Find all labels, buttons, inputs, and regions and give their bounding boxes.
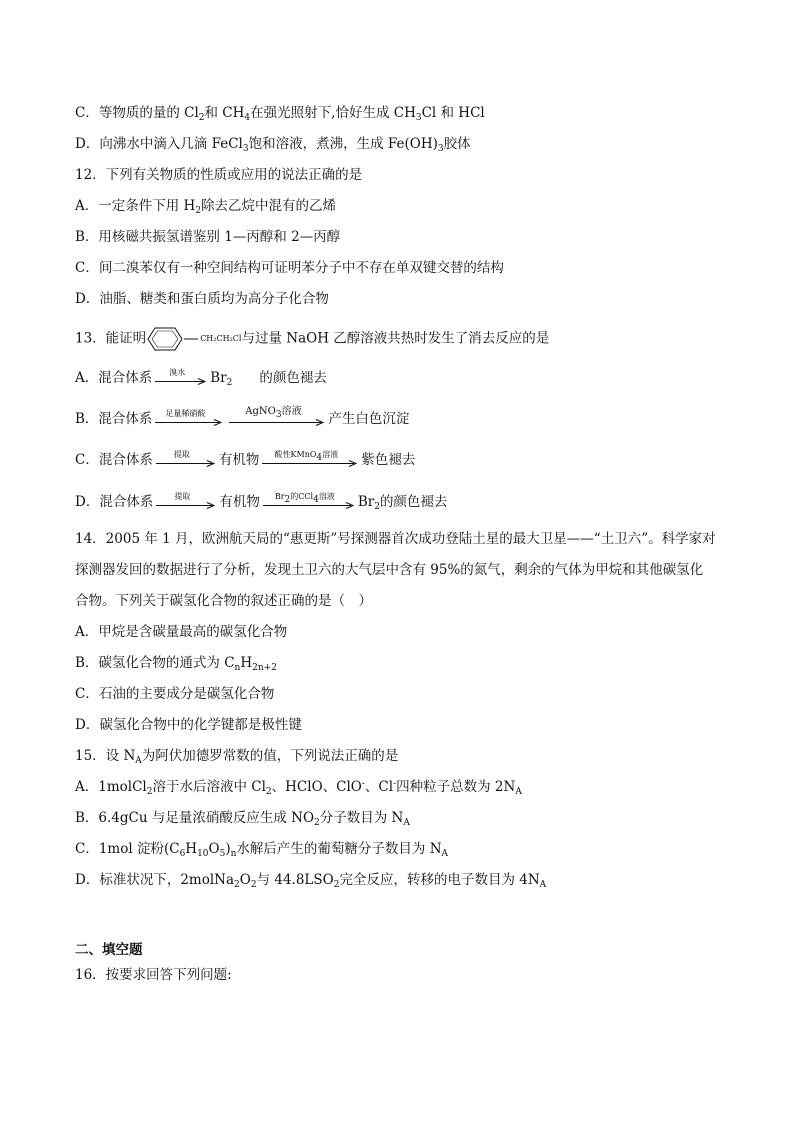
q14-stem-line1: 14．2005 年 1 月，欧洲航天局的“惠更斯”号探测器首次成功登陆土星的最大卫星——“土卫六”。科学家对 (75, 531, 716, 547)
option-a-label: A．混合体系 (75, 370, 153, 386)
q15-stem: 15．设 $N_A$为阿伏加德罗常数的值，下列说法正确的是 (75, 748, 399, 766)
q12-option-a: A．一定条件下用 $H_2$除去乙烷中混有的乙烯 (75, 198, 337, 216)
reaction-arrow-icon (229, 405, 325, 429)
reaction-arrow-icon (155, 408, 223, 429)
arrow-label: 溴水 (169, 367, 186, 377)
q14-option-d: D．碳氢化合物中的化学键都是极性键 (75, 717, 302, 733)
q14-stem-line3: 合物。下列关于碳氢化合物的叙述正确的是（ ） (75, 593, 372, 609)
q14-option-c: C．石油的主要成分是碳氢化合物 (75, 686, 275, 702)
benzene-ring-icon (146, 326, 184, 352)
section-heading: 二、填空题 (75, 942, 143, 958)
q13-option-b (75, 405, 410, 429)
q12-option-d: D．油脂、糖类和蛋白质均为高分子化合物 (75, 291, 329, 307)
q12-option-c: C．间二溴苯仅有一种空间结构可证明苯分子中不存在单双键交替的结构 (75, 260, 504, 276)
reaction-arrow-icon (263, 491, 355, 512)
arrow-label: AgNO$_3$溶液 (245, 405, 302, 420)
q14-option-b: B．碳氢化合物的通式为 $C_nH_{2n+2}$ (75, 655, 277, 673)
q13-option-c (75, 451, 415, 470)
q11-option-d: D．向沸水中滴入几滴 FeCl$_3$饱和溶液，煮沸，生成 $Fe(OH)_3$胶体 (75, 136, 471, 154)
option-c-intermediate: 有机物 (218, 452, 260, 468)
q13-option-d: D．混合体系 提取 有机物 $Br_2$的CCl$_4$溶液 $Br_2$的颜色褪去 (75, 493, 447, 512)
q15-option-b: B．6.4gCu 与足量浓硝酸反应生成 $NO_2$分子数目为 $N_A$ (75, 810, 410, 828)
reaction-arrow-icon (262, 449, 358, 470)
q13-stem (75, 326, 549, 352)
option-c-label: C．混合体系 (75, 452, 153, 468)
q15-option-d: D．标准状况下，$2molNa_2O_2$与 $44.8LSO_2$完全反应，转移的电子数目为 $4N_A$ (75, 872, 547, 890)
arrow-label: 提取 (174, 491, 191, 501)
reaction-arrow-icon (155, 367, 207, 388)
q11-option-c: C．等物质的量的 $Cl_2$和 $CH_4$在强光照射下,恰好生成 $CH_3Cl$ 和 HCl (75, 105, 485, 123)
q15-option-c: C．1mol 淀粉$(C_6H_{10}O_5)_n$水解后产生的葡萄糖分子数目为 $N_A$ (75, 841, 449, 859)
arrow-label: $Br_2$的CCl$_4$溶液 (274, 491, 335, 505)
option-c-result: 紫色褪去 (361, 452, 416, 468)
q14-option-a: A．甲烷是含碳量最高的碳氢化合物 (75, 624, 288, 640)
arrow-label: 提取 (173, 449, 190, 459)
option-d-intermediate: 有机物 (219, 494, 260, 510)
option-b-result: 产生白色沉淀 (328, 411, 410, 427)
reaction-arrow-icon (156, 449, 216, 470)
option-b-label: B．混合体系 (75, 411, 153, 427)
arrow-label: 足量稀硝酸 (165, 408, 206, 418)
q14-stem-line2: 探测器发回的数据进行了分析，发现土卫六的大气层中含有 95%的氮气，剩余的气体为甲烷和其他碳氢化 (75, 562, 704, 578)
reaction-arrow-icon (156, 491, 216, 512)
q13-stem-prefix: 13．能证明 (75, 330, 147, 347)
q13-stem-suffix: 与过量 NaOH 乙醇溶液共热时发生了消去反应的是 (241, 330, 550, 347)
arrow-label: 酸性KMnO$_4$溶液 (274, 449, 339, 463)
q16-stem: 16．按要求回答下列问题: (75, 967, 232, 983)
option-d-label: D．混合体系 (75, 494, 154, 510)
q15-option-a: A．1molCl$_2$溶于水后溶液中 $Cl_2$、HClO、ClO-、Cl-四种粒子总数为 $2N_A$ (75, 779, 522, 797)
q13-option-a: A．混合体系 溴水 $Br_2$ 的颜色褪去 (75, 369, 327, 388)
q12-stem: 12．下列有关物质的性质或应用的说法正确的是 (75, 167, 363, 183)
q13-substituent: CH₂CH₂Cl (200, 334, 242, 343)
q12-option-b: B．用核磁共振氢谱鉴别 1—丙醇和 2—丙醇 (75, 229, 341, 245)
